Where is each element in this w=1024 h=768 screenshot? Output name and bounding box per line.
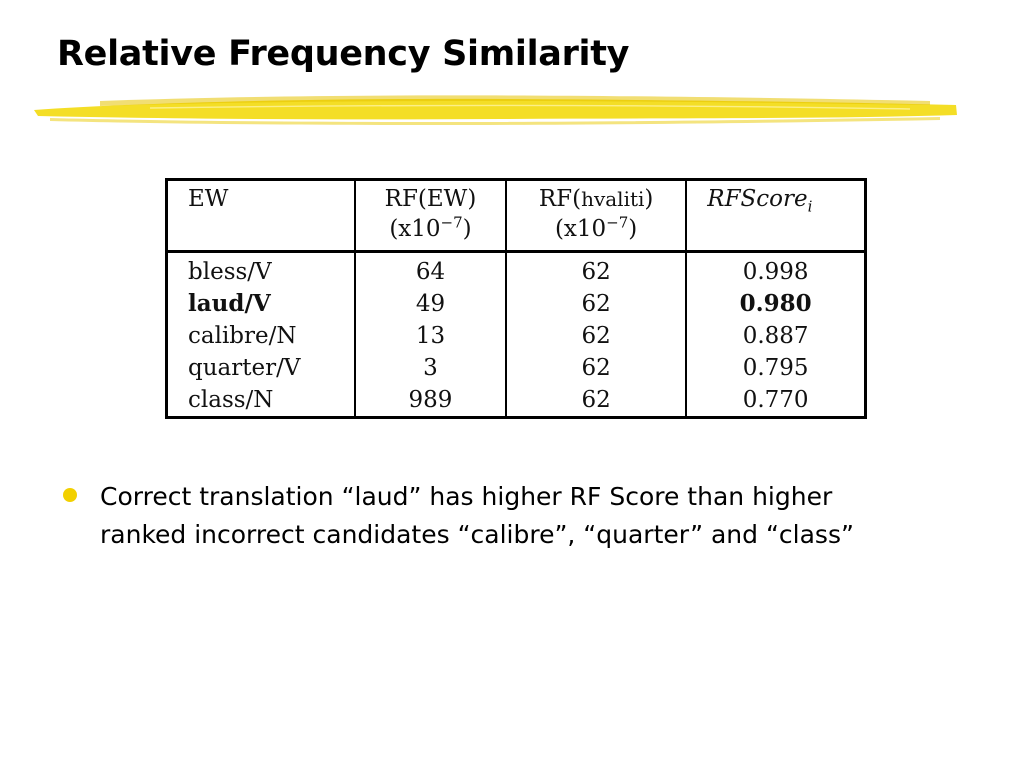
bullet-text: Correct translation “laud” has higher RF Score than higher ranked incorrect candidates “calibre”, “quarter” and “class”: [100, 482, 854, 549]
cell-ew: laud/V: [188, 290, 271, 317]
table-row: [167, 288, 866, 320]
cell-rf-hvaliti: 62: [506, 384, 686, 418]
cell-score: 0.887: [686, 320, 865, 352]
header-ew: EW: [167, 180, 356, 252]
bullet-item: [63, 478, 963, 554]
cell-rf-hvaliti: 62: [506, 320, 686, 352]
table-row: [167, 352, 866, 384]
table-row: [167, 252, 866, 289]
cell-rf-ew: 13: [355, 320, 506, 352]
cell-rf-ew: 49: [355, 288, 506, 320]
rf-score-table: [165, 178, 867, 419]
bullet-dot-icon: [63, 488, 77, 502]
cell-rf-ew: 989: [355, 384, 506, 418]
cell-score: 0.998: [686, 252, 865, 289]
table-header-row: [167, 180, 866, 252]
cell-score: 0.770: [686, 384, 865, 418]
cell-rf-ew: 64: [355, 252, 506, 289]
highlighter-underline: [30, 88, 960, 126]
cell-ew: class/N: [188, 387, 274, 413]
header-rf-ew: RF(EW) $(x10^{-7})$: [355, 180, 506, 252]
cell-rf-ew: 3: [355, 352, 506, 384]
table-row: [167, 320, 866, 352]
slide-title: Relative Frequency Similarity: [57, 34, 630, 74]
cell-rf-hvaliti: 62: [506, 252, 686, 289]
cell-ew: quarter/V: [188, 355, 301, 381]
header-rf-hvaliti: RF(hvaliti) $(x10^{-7})$: [506, 180, 686, 252]
header-rf-score: RFScore$_i$: [686, 180, 865, 252]
cell-score: 0.795: [686, 352, 865, 384]
table-row: [167, 384, 866, 418]
cell-rf-hvaliti: 62: [506, 288, 686, 320]
cell-rf-hvaliti: 62: [506, 352, 686, 384]
cell-score: 0.980: [686, 288, 865, 320]
cell-ew: calibre/N: [188, 323, 297, 349]
cell-ew: bless/V: [188, 259, 272, 285]
